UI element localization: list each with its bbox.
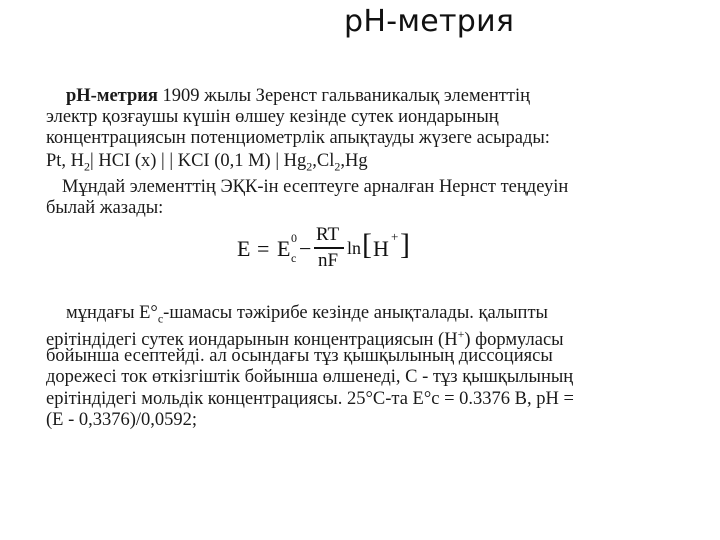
intro-line-3: концентрациясын потенциометрлік апықтауды жүзеге асырады: [46,128,550,148]
eq-denominator: nF [318,250,339,271]
eq-E0: E [277,236,291,261]
eq-bracket-right: ] [400,228,410,261]
eq-E: E [237,236,251,261]
eq-H-sup: + [391,229,399,244]
page-title: pH-метрия [344,4,515,39]
eq-H: H [373,236,389,261]
expl-line-2-a: ерітіндідегі сутек иондарынын концентрациясын (H [46,330,458,351]
expl-line-2-sup: + [457,327,465,341]
expl-line-1-b: -шамасы тәжірибе кезінде анықталады. қалыпты [163,303,548,323]
cell-sub-1: 2 [84,159,91,174]
eq-E0-sup: 0 [291,231,297,245]
nernst-line-2: былай жазады: [46,198,164,218]
expl-line-2-b: ) формуласы [464,330,564,351]
eq-equals: = [257,236,270,261]
intro-line-1-rest: 1909 жылы Зеренст гальваникалық элементтің [157,86,530,106]
cell-part-3: ,Cl [312,151,335,171]
expl-line-5: ерітіндідегі мольдік концентрациясы. 25°C-та E°c = 0.3376 B, pH = [46,389,574,409]
expl-line-3: бойынша есептейді. ал осындағы тұз қышқылының диссоциясы [46,346,553,366]
eq-ln: ln [347,238,362,258]
eq-minus: − [299,236,312,261]
cell-part-4: ,Hg [340,151,368,171]
cell-part-2: | HCI (x) | | KCI (0,1 M) | Hg [90,151,307,171]
cell-part-1: Pt, H [46,151,85,171]
expl-line-6: (E - 0,3376)/0,0592; [46,410,198,430]
cell-sub-2: 2 [306,159,313,174]
eq-E0-sub: c [291,251,297,265]
term-ph-metry: pH-метрия [66,86,158,106]
nernst-line-1: Мұндай элементтің ЭҚК-ін есептеуге арналған Нернст теңдеуін [62,177,569,197]
eq-bracket-left: [ [362,228,372,261]
expl-line-1-sub: c [157,311,164,326]
eq-fraction-line [314,247,344,249]
intro-line-1 [66,86,706,107]
expl-line-4: дорежесі ток өткізгіштік бойынша өлшенеді, С - тұз қышқылының [46,367,574,387]
cell-sub-3: 2 [334,159,341,174]
expl-line-1-a: мұндағы E° [66,303,158,323]
eq-numerator: RT [316,224,340,245]
intro-line-2: электр қозғаушы күшін өлшеу кезінде сутек иондарының [46,107,499,127]
nernst-equation [237,223,413,273]
cell-notation [46,151,686,178]
